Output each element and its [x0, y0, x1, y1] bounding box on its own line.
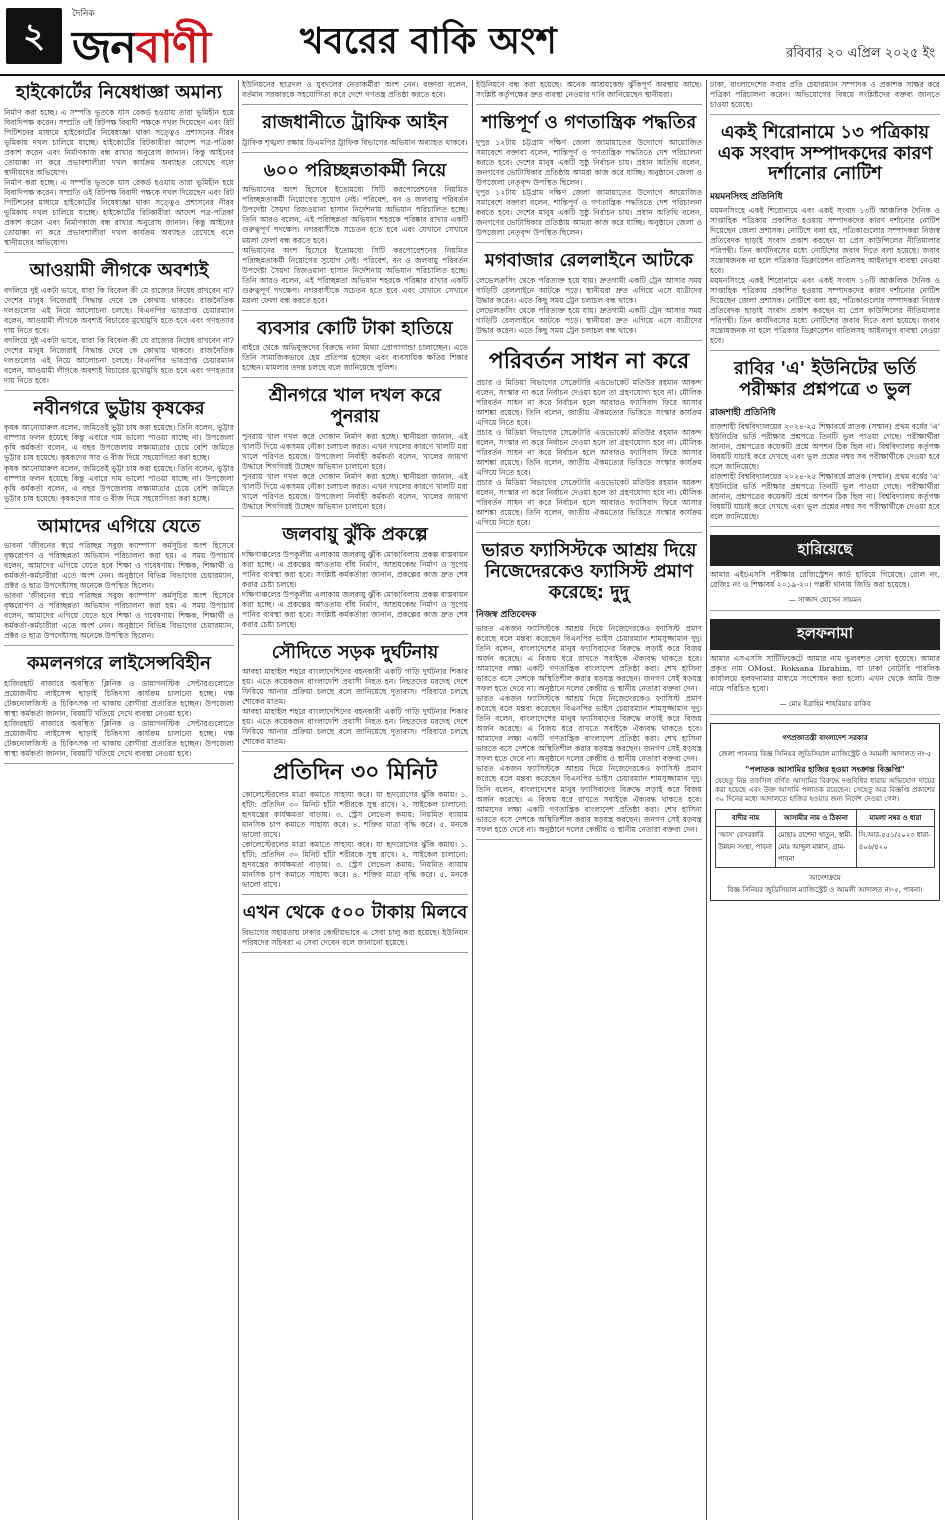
article-body: প্রচার ও মিডিয়া বিভাগের সেক্রেটারি এডভোকেট মতিউর রহমান আকন্দ বলেন, সংস্কার না করে নির্বাচন দেওয়া হলে তা গ্রহণযোগ্য হবে না। মৌলিক পরিবর্তন সাধন না করে নির্বাচন হলে আবারও ফ্যাসিবাদ ফিরে আসার আশঙ্কা রয়েছে। তিনি বলেন, জাতীয় ঐকমত্যের ভিত্তিতে সংস্কার কার্যক্রম এগিয়ে নিতে হবে। [476, 377, 702, 428]
article-headline: জলবায়ু ঝুঁকি প্রকল্পে [282, 523, 428, 545]
article [476, 541, 702, 839]
article-body: আবহা মাহাইল শহরে বাংলাদেশিদের বহনকারী একটি গাড়ি দুর্ঘটনার শিকার হয়। এতে কয়েকজন বাংলাদেশি প্রবাসী নিহত হন। নিহতদের মরদেহ দেশে ফিরিয়ে আনার প্রক্রিয়া চলছে বলে জানিয়েছে দূতাবাস। পরিবারে চলছে শোকের মাতম। [242, 667, 468, 707]
article [242, 113, 468, 153]
article [242, 319, 468, 379]
article-body: কৃষক আনোয়ারুল বলেন, জমিতেই ভুট্টা চাষ করা হয়েছে। তিনি বলেন, ভুট্টার বাম্পার ফলন হয়েছে কিন্তু এবারে দাম ভালো পাওয়া যাচ্ছে না। উপজেলা কৃষি কর্মকর্তা বলেন, এ বছর উপজেলায় লক্ষ্যমাত্রার চেয়ে বেশি জমিতে ভুট্টার চাষ হয়েছে। কৃষকদের সার ও বীজ দিয়ে সহযোগিতা করা হচ্ছে। [4, 423, 234, 463]
table-header: আসামীর নাম ও ঠিকানা [776, 809, 857, 826]
article-body: ভারত একজন ফ্যাসিস্টকে আশ্রয় দিয়ে নিজেদেরকেও ফ্যাসিস্ট প্রমাণ করেছে বলে মন্তব্য করেছেন বিএনপির ভাইস চেয়ারম্যান শামসুজ্জামান দুদু। তিনি বলেন, বাংলাদেশের মানুষ ফ্যাসিবাদের বিরুদ্ধে লড়াই করে বিজয় অর্জন করেছে। এ বিজয় ধরে রাখতে সবাইকে ঐক্যবদ্ধ থাকতে হবে। আমাদের লক্ষ্য একটি গণতান্ত্রিক বাংলাদেশ প্রতিষ্ঠা করা। শেখ হাসিনা ভারতে বসে দেশকে অস্থিতিশীল করার ষড়যন্ত্র করছেন। জনগণ সেই ষড়যন্ত্র সফল হতে দেবে না। অনুষ্ঠানে দলের কেন্দ্রীয় ও স্থানীয় নেতারা বক্তব্য দেন। [476, 694, 702, 764]
article [242, 760, 468, 894]
column-4 [710, 80, 940, 1520]
article-headline: ভারত ফ্যাসিস্টকে আশ্রয় দিয়ে নিজেদেরকেও ফ্যাসিস্ট প্রমাণ করেছে: দুদু [481, 540, 697, 603]
classified-lost [710, 535, 940, 611]
article-headline: প্রতিদিন ৩০ মিনিট [272, 760, 438, 786]
affidavit-signature: — মোঃ ইব্রাহিম শাহরিয়ার রাকিব [779, 699, 871, 708]
article-body: ইউনিয়নের ছাত্রদল ও যুবদলের নেতাকর্মীরা অংশ নেন। বক্তারা বলেন, বর্তমান সরকারকে সহযোগিতা করে দেশে গণতন্ত্র প্রতিষ্ঠা করতে হবে। [242, 80, 468, 100]
article [476, 80, 702, 105]
article-body: বদলিয়ে দুই একটা ভাবে, যারা কি বিকেল কী যে রাজ্যের নিষেধ রাখবেন না? দেশের মানুষ নিজেরাই সিদ্ধান্ত দেবে কে কোথায় থাকবে। রাজনৈতিক দলগুলোর এই নিয়ে আলোচনা চলছে। বিএনপির ভারপ্রাপ্ত চেয়ারম্যান বলেন, আওয়ামী লীগকে অবশ্যই বিচারের মুখোমুখি হতে হবে এবং গণহত্যার দায় নিতে হবে। [4, 335, 234, 385]
column-divider [238, 80, 239, 1520]
article-body: ঢাকা, বাংলাদেশের সবার প্রতি চেয়ারম্যান সম্পাদক ও প্রকাশক সাক্ষর করে পত্রিকা পরিচালনা করেন। অভিযোগের বিষয়ে সংশ্লিষ্টদের বক্তব্য জানতে চাওয়া হয়েছে। [710, 80, 940, 110]
affidavit-title: হলফনামা [710, 619, 940, 650]
column-3 [476, 80, 702, 1520]
article-body: কৃষক আনোয়ারুল বলেন, জমিতেই ভুট্টা চাষ করা হয়েছে। তিনি বলেন, ভুট্টার বাম্পার ফলন হয়েছে কিন্তু এবারে দাম ভালো পাওয়া যাচ্ছে না। উপজেলা কৃষি কর্মকর্তা বলেন, এ বছর উপজেলায় লক্ষ্যমাত্রার চেয়ে বেশি জমিতে ভুট্টার চাষ হয়েছে। কৃষকদের সার ও বীজ দিয়ে সহযোগিতা করা হচ্ছে। [4, 463, 234, 503]
notice-body: যেহেতু নিম্ন তফসিল বর্ণিত আসামির বিরুদ্ধে দণ্ডবিধির ধারায় অভিযোগ দায়ের করা হয়েছে এবং উক্ত আসামি পলাতক রয়েছেন। সেহেতু অত্র বিজ্ঞপ্তি প্রকাশের ৩০ দিনের মধ্যে আদালতে হাজির হওয়ার জন্য নির্দেশ দেওয়া গেল। [715, 776, 935, 804]
table-row [716, 826, 935, 867]
notice-subheading: জেলা পাবনার বিজ্ঞ সিনিয়র জুডিসিয়াল ম্যাজিস্ট্রেট ও আমলী আদালত নং-৫ [718, 749, 932, 758]
table-cell: 'আস' বেসরকারি উন্নয়ন সংস্থা, পাবনা [716, 826, 776, 867]
article-body: দক্ষিণাঞ্চলের উপকূলীয় এলাকায় জলবায়ু ঝুঁকি মোকাবিলায় প্রকল্প বাস্তবায়ন করা হচ্ছে। এ প্রকল্পের আওতায় বাঁধ নির্মাণ, আশ্রয়কেন্দ্র নির্মাণ ও সুপেয় পানির ব্যবস্থা করা হবে। সংশ্লিষ্ট কর্মকর্তারা জানান, প্রকল্পের কাজ দ্রুত শেষ করার চেষ্টা চলছে। [242, 549, 468, 589]
article-headline: একই শিরোনামে ১৩ পত্রিকায় এক সংবাদ সম্পাদকদের কারণ দর্শানোর নোটিশ [717, 122, 933, 185]
article [4, 517, 234, 647]
article-headline: আমাদের এগিয়ে যেতে [37, 515, 201, 537]
article [242, 525, 468, 635]
article-headline: কমলনগরে লাইসেন্সবিহীন [27, 653, 211, 675]
article-body: বাইরে থেকে অভিযুক্তদের বিরুদ্ধে নানা মিথ্যা প্রোপাগান্ডা চালাচ্ছেন। এতে তিনি সামাজিকভাবে হেয় প্রতিপন্ন হচ্ছেন এবং ব্যবসায়িক ক্ষতির শিকার হচ্ছেন। মামলার তদন্ত চলছে বলে জানিয়েছে পুলিশ। [242, 343, 468, 373]
article-body: কোলেস্টেরলের মাত্রা কমাতে সাহায্য করে। যা হৃদরোগের ঝুঁকি কমায়। ১. হাঁটা: প্রতিদিন ৩০ মিনিট হাঁটা শরীরকে সুস্থ রাখে। ২. সাইকেল চালানো: হৃদযন্ত্রের কার্যক্ষমতা বাড়ায়। ৩. স্ট্রেস লেভেল কমায়: নিয়মিত ব্যায়াম মানসিক চাপ কমাতে সাহায্য করে। ৪. শক্তির মাত্রা বৃদ্ধি করে। ৫. মনকে ভালো রাখে। [242, 789, 468, 839]
table-cell: সি.আর-৫৫১/২০২৩ ধারা- ৪০৬/৪২০ [856, 826, 934, 867]
article [710, 123, 940, 351]
article-headline: রাবির 'এ' ইউনিটের ভর্তি পরীক্ষার প্রশ্নপত্রে ৩ ভুল [734, 358, 916, 401]
article-byline: রাজশাহী প্রতিনিধি [710, 407, 776, 418]
page-number: ২ [6, 8, 62, 64]
article-headline: মগবাজার রেললাইনে আটকে [484, 249, 693, 271]
article-body: পুনরায় খাল দখল করে দোকান নির্মাণ করা হচ্ছে। স্থানীয়রা জানান, এই খালটি দিয়ে একসময় নৌকা চলাচল করত। এখন দখলের কারণে খালটি মরা খালে পরিণত হয়েছে। উপজেলা নির্বাহী কর্মকর্তা বলেন, খালের জায়গা উদ্ধারে শিগগিরই উচ্ছেদ অভিযান চালানো হবে। [242, 431, 468, 471]
table-header: বাদীর নাম [716, 809, 776, 826]
article-headline: এখন থেকে ৫০০ টাকায় মিলবে [242, 901, 468, 923]
article-body: বিভাগের সহায়তায় ঢাকার কেন্দ্রীয়ভাবে এ সেবা চালু করা হয়েছে। ইউনিয়ন পরিষদের সচিবরা এ সেবা দেবেন বলে জানানো হয়েছে। [242, 927, 468, 947]
article [4, 83, 234, 253]
table-header-row [716, 809, 935, 826]
logo-small-text: দৈনিক [72, 9, 95, 19]
column-1 [4, 80, 234, 1520]
article-body: ইউনিয়নে বন্ধ করা হয়েছে। অনেক আশ্রয়কেন্দ্র ঝুঁকিপূর্ণ অবস্থায় আছে। সংশ্লিষ্ট কর্তৃপক্ষের দ্রুত ব্যবস্থা নেওয়ার দাবি জানিয়েছেন স্থানীয়রা। [476, 80, 702, 100]
article [242, 80, 468, 105]
notice-heading: গণপ্রজাতন্ত্রী বাংলাদেশ সরকার [782, 732, 868, 742]
table-header: মামলা নম্বর ও ধারা [856, 809, 934, 826]
article-body: নির্মাণ করা হচ্ছে। এ সম্পত্তি ভূতকে যাস রেকর্ড হওয়ায় তারা ভূমিহীন হয়ে বিবাদিপক্ষ করেন। সম্প্রতি ওই রিটপক্ষ বিবাদী পক্ষকে দখল দিয়েছেন এবং রিট পিটিশনের মাধ্যমে হাইকোর্টের নিষেধাজ্ঞা থাকা সত্ত্বেও প্রশাসনের নীরব ভূমিকায় দখল চালিয়ে যাচ্ছে। হাইকোর্টের রিটকারীরা আদেশ পত্র-পত্রিকা প্রকাশ করেন এবং নির্মাণকাজ বন্ধ রাখার অনুরোধ জানান। কিন্তু আইনের তোয়াক্কা না করে প্রভাবশালীরা দখল কার্যক্রম অব্যাহত রেখেছে বলে স্থানীয়দের অভিযোগ। [4, 107, 234, 177]
article-headline: ৬০০ পরিচ্ছন্নতাকর্মী নিয়ে [263, 159, 447, 181]
notice-table [715, 809, 935, 868]
article [476, 113, 702, 243]
article-body: দুপুর ১২টায় চট্টগ্রাম দক্ষিণ জেলা জামায়াতের উদ্যোগে আয়োজিত সমাবেশে বক্তারা বলেন, শান্তিপূর্ণ ও গণতান্ত্রিক পদ্ধতিতে দেশ পরিচালনা করতে হবে। দেশের মানুষ একটি সুষ্ঠু নির্বাচন চায়। প্রধান অতিথি বলেন, জনগণের ভোটাধিকার প্রতিষ্ঠায় আমরা কাজ করে যাচ্ছি। অনুষ্ঠানে জেলা ও উপজেলা নেতৃবৃন্দ উপস্থিত ছিলেন। [476, 137, 702, 187]
article-headline: হাইকোর্টের নিষেধাজ্ঞা অমান্য [15, 82, 223, 103]
article-body: ট্রাফিক শৃঙ্খলা রক্ষায় ডিএমপির ট্রাফিক বিভাগের অভিযান অব্যাহত থাকবে। [242, 137, 468, 147]
article-body: লেভেলক্রসিং থেকে পরিত্যক্ত হয়ে যায়। দ্রুতগামী একটি ট্রেন আসার সময় গাড়িটি রেললাইনে আটকে পড়ে। স্থানীয়রা দ্রুত এগিয়ে এসে যাত্রীদের উদ্ধার করেন। এতে কিছু সময় ট্রেন চলাচল বন্ধ থাকে। [476, 275, 702, 305]
article-body: অভিযানের অংশ হিসেবে ইতোমধ্যে সিটি করপোরেশনের নিয়মিত পরিচ্ছন্নতাকর্মী নিয়োগের সুযোগ নেই। পরিবেশ, বন ও জলবায়ু পরিবর্তন উপদেষ্টা সৈয়দা রিজওয়ানা হাসান নির্দেশনায় অভিযান পরিচালিত হচ্ছে। তিনি আরও বলেন, এই পরিচ্ছন্নতা অভিযান শহরকে পরিষ্কার রাখার একটি গুরুত্বপূর্ণ পদক্ষেপ। নগরবাসীকে সচেতন হতে হবে এবং যেখানে সেখানে ময়লা ফেলা বন্ধ করতে হবে। [242, 185, 468, 245]
logo-part-1: জন [72, 22, 136, 73]
article [476, 349, 702, 534]
article-body: কোলেস্টেরলের মাত্রা কমাতে সাহায্য করে। যা হৃদরোগের ঝুঁকি কমায়। ১. হাঁটা: প্রতিদিন ৩০ মিনিট হাঁটা শরীরকে সুস্থ রাখে। ২. সাইকেল চালানো: হৃদযন্ত্রের কার্যক্ষমতা বাড়ায়। ৩. স্ট্রেস লেভেল কমায়: নিয়মিত ব্যায়াম মানসিক চাপ কমাতে সাহায্য করে। ৪. শক্তির মাত্রা বৃদ্ধি করে। ৫. মনকে ভালো রাখে। [242, 839, 468, 889]
article-body: ময়মনসিংহে একই শিরোনামে এবং একই সংবাদ ১৩টি আঞ্চলিক দৈনিক ও সাপ্তাহিক পত্রিকায় প্রকাশিত হওয়ায় সম্পাদকদের কারণ দর্শানোর নোটিশ দিয়েছেন জেলা প্রশাসক। নোটিশে বলা হয়, পত্রিকাগুলোর সম্পাদকরা নিজস্ব প্রতিবেদক ছাড়াই সংবাদ প্রকাশ করছেন যা প্রেস কাউন্সিলের নীতিমালার পরিপন্থী। তিন কার্যদিবসের মধ্যে নোটিশের জবাব দিতে বলা হয়েছে। জবাব সন্তোষজনক না হলে পত্রিকার ডিক্লারেশন বাতিলসহ আইনানুগ ব্যবস্থা নেওয়া হবে। [710, 206, 940, 276]
article-headline: আওয়ামী লীগকে অবশ্যই [29, 259, 209, 281]
article-headline: নবীনগরে ভুট্টায় কৃষকের [33, 397, 205, 419]
lost-title: হারিয়েছে [710, 535, 940, 566]
article [242, 643, 468, 753]
affidavit-body: আমার এসএসসি সার্টিফিকেটে আমার নাম ভুলবশত লেখা হয়েছে। আমার প্রকৃত নাম OMost. Roksana Ibrahim, যা ঢাকা নোটারি পাবলিক কার্যালয়ে হলফনামার মাধ্যমে সংশোধন করা হলো। এখন থেকে আমি উক্ত নামে পরিচিত হবো। [710, 653, 940, 693]
article-body: ময়মনসিংহে একই শিরোনামে এবং একই সংবাদ ১৩টি আঞ্চলিক দৈনিক ও সাপ্তাহিক পত্রিকায় প্রকাশিত হওয়ায় সম্পাদকদের কারণ দর্শানোর নোটিশ দিয়েছেন জেলা প্রশাসক। নোটিশে বলা হয়, পত্রিকাগুলোর সম্পাদকরা নিজস্ব প্রতিবেদক ছাড়াই সংবাদ প্রকাশ করছেন যা প্রেস কাউন্সিলের নীতিমালার পরিপন্থী। তিন কার্যদিবসের মধ্যে নোটিশের জবাব দিতে বলা হয়েছে। জবাব সন্তোষজনক না হলে পত্রিকার ডিক্লারেশন বাতিলসহ আইনানুগ ব্যবস্থা নেওয়া হবে। [710, 276, 940, 346]
article [476, 251, 702, 341]
lost-body: আমার এইচএসসি পরীক্ষার রেজিস্ট্রেশন কার্ড হারিয়ে গিয়েছে। রোল নং, রেজিঃ নং ও শিক্ষাবর্ষ ২০১৯-২০। পল্লবী থানায় জিডি করা হয়েছে। [710, 569, 940, 589]
article-body: আবহা মাহাইল শহরে বাংলাদেশিদের বহনকারী একটি গাড়ি দুর্ঘটনার শিকার হয়। এতে কয়েকজন বাংলাদেশি প্রবাসী নিহত হন। নিহতদের মরদেহ দেশে ফিরিয়ে আনার প্রক্রিয়া চলছে বলে জানিয়েছে দূতাবাস। পরিবারে চলছে শোকের মাতম। [242, 707, 468, 747]
article-body: ভারত একজন ফ্যাসিস্টকে আশ্রয় দিয়ে নিজেদেরকেও ফ্যাসিস্ট প্রমাণ করেছে বলে মন্তব্য করেছেন বিএনপির ভাইস চেয়ারম্যান শামসুজ্জামান দুদু। তিনি বলেন, বাংলাদেশের মানুষ ফ্যাসিবাদের বিরুদ্ধে লড়াই করে বিজয় অর্জন করেছে। এ বিজয় ধরে রাখতে সবাইকে ঐক্যবদ্ধ থাকতে হবে। আমাদের লক্ষ্য একটি গণতান্ত্রিক বাংলাদেশ প্রতিষ্ঠা করা। শেখ হাসিনা ভারতে বসে দেশকে অস্থিতিশীল করার ষড়যন্ত্র করছেন। জনগণ সেই ষড়যন্ত্র সফল হতে দেবে না। অনুষ্ঠানে দলের কেন্দ্রীয় ও স্থানীয় নেতারা বক্তব্য দেন। [476, 624, 702, 694]
article-headline: রাজধানীতে ট্রাফিক আইন [262, 112, 448, 134]
article [4, 399, 234, 509]
section-title: খবরের বাকি অংশ [300, 21, 557, 62]
notice-footer: আদেশক্রমে বিজ্ঞ সিনিয়র জুডিসিয়াল ম্যাজিস্ট্রেট ও আমলী আদালত নং-৫, পাবনা। [727, 873, 923, 894]
article-body: লেভেলক্রসিং থেকে পরিত্যক্ত হয়ে যায়। দ্রুতগামী একটি ট্রেন আসার সময় গাড়িটি রেললাইনে আটকে পড়ে। স্থানীয়রা দ্রুত এগিয়ে এসে যাত্রীদের উদ্ধার করেন। এতে কিছু সময় ট্রেন চলাচল বন্ধ থাকে। [476, 305, 702, 335]
article [710, 80, 940, 115]
article-headline: ব্যবসার কোটি টাকা হাতিয়ে [257, 317, 453, 339]
article-headline: সৌদিতে সড়ক দুর্ঘটনায় [271, 641, 439, 663]
masthead [0, 0, 945, 76]
article-body: হাজিরহাট বাজারে অবস্থিত ক্লিনিক ও ডায়াগনস্টিক সেন্টারগুলোতে প্রয়োজনীয় লাইসেন্স ছাড়াই চিকিৎসা কার্যক্রম চালানো হচ্ছে। দক্ষ টেকনোলজিস্ট ও চিকিৎসক না থাকায় রোগীরা প্রতারিত হচ্ছেন। উপজেলা স্বাস্থ্য কর্মকর্তা জানান, বিষয়টি খতিয়ে দেখে ব্যবস্থা নেওয়া হবে। [4, 719, 234, 759]
article-body: রাজশাহী বিশ্ববিদ্যালয়ের ২০২৪-২৫ শিক্ষাবর্ষে স্নাতক (সম্মান) প্রথম বর্ষের 'এ' ইউনিটের ভর্তি পরীক্ষার প্রশ্নপত্রে তিনটি ভুল পাওয়া গেছে। পরীক্ষার্থীরা জানান, প্রশ্নপত্রের কয়েকটি প্রশ্নে অপশন ঠিক ছিল না। বিশ্ববিদ্যালয় কর্তৃপক্ষ বিষয়টি যাচাই করে দেখছে এবং ভুল প্রশ্নের নম্বর সব পরীক্ষার্থীকে দেওয়া হবে বলে জানিয়েছে। [710, 421, 940, 471]
article [242, 903, 468, 953]
article-body: পুনরায় খাল দখল করে দোকান নির্মাণ করা হচ্ছে। স্থানীয়রা জানান, এই খালটি দিয়ে একসময় নৌকা চলাচল করত। এখন দখলের কারণে খালটি মরা খালে পরিণত হয়েছে। উপজেলা নির্বাহী কর্মকর্তা বলেন, খালের জায়গা উদ্ধারে শিগগিরই উচ্ছেদ অভিযান চালানো হবে। [242, 471, 468, 511]
article [4, 654, 234, 764]
article [242, 161, 468, 311]
article-body: ভারত একজন ফ্যাসিস্টকে আশ্রয় দিয়ে নিজেদেরকেও ফ্যাসিস্ট প্রমাণ করেছে বলে মন্তব্য করেছেন বিএনপির ভাইস চেয়ারম্যান শামসুজ্জামান দুদু। তিনি বলেন, বাংলাদেশের মানুষ ফ্যাসিবাদের বিরুদ্ধে লড়াই করে বিজয় অর্জন করেছে। এ বিজয় ধরে রাখতে সবাইকে ঐক্যবদ্ধ থাকতে হবে। আমাদের লক্ষ্য একটি গণতান্ত্রিক বাংলাদেশ প্রতিষ্ঠা করা। শেখ হাসিনা ভারতে বসে দেশকে অস্থিতিশীল করার ষড়যন্ত্র করছেন। জনগণ সেই ষড়যন্ত্র সফল হতে দেবে না। অনুষ্ঠানে দলের কেন্দ্রীয় ও স্থানীয় নেতারা বক্তব্য দেন। [476, 764, 702, 834]
article [242, 386, 468, 517]
article-body: রাজশাহী বিশ্ববিদ্যালয়ের ২০২৪-২৫ শিক্ষাবর্ষে স্নাতক (সম্মান) প্রথম বর্ষের 'এ' ইউনিটের ভর্তি পরীক্ষার প্রশ্নপত্রে তিনটি ভুল পাওয়া গেছে। পরীক্ষার্থীরা জানান, প্রশ্নপত্রের কয়েকটি প্রশ্নে অপশন ঠিক ছিল না। বিশ্ববিদ্যালয় কর্তৃপক্ষ বিষয়টি যাচাই করে দেখছে এবং ভুল প্রশ্নের নম্বর সব পরীক্ষার্থীকে দেওয়া হবে বলে জানিয়েছে। [710, 471, 940, 521]
lost-signature: — সাজ্জাদ হোসেন সায়মন [788, 595, 862, 604]
article-body: বদলিয়ে দুই একটা ভাবে, যারা কি বিকেল কী যে রাজ্যের নিষেধ রাখবেন না? দেশের মানুষ নিজেরাই সিদ্ধান্ত দেবে কে কোথায় থাকবে। রাজনৈতিক দলগুলোর এই নিয়ে আলোচনা চলছে। বিএনপির ভারপ্রাপ্ত চেয়ারম্যান বলেন, আওয়ামী লীগকে অবশ্যই বিচারের মুখোমুখি হতে হবে এবং গণহত্যার দায় নিতে হবে। [4, 285, 234, 335]
article-body: অভিযানের অংশ হিসেবে ইতোমধ্যে সিটি করপোরেশনের নিয়মিত পরিচ্ছন্নতাকর্মী নিয়োগের সুযোগ নেই। পরিবেশ, বন ও জলবায়ু পরিবর্তন উপদেষ্টা সৈয়দা রিজওয়ানা হাসান নির্দেশনায় অভিযান পরিচালিত হচ্ছে। তিনি আরও বলেন, এই পরিচ্ছন্নতা অভিযান শহরকে পরিষ্কার রাখার একটি গুরুত্বপূর্ণ পদক্ষেপ। নগরবাসীকে সচেতন হতে হবে এবং যেখানে সেখানে ময়লা ফেলা বন্ধ করতে হবে। [242, 245, 468, 305]
issue-date: রবিবার ২০ এপ্রিল ২০২৫ ইং [786, 46, 935, 61]
table-cell: মোছাঃ রাশেদা খাতুন, স্বামী- মোঃ আব্দুল মান্নান, গ্রাম- পাবনা [776, 826, 857, 867]
newspaper-logo [72, 6, 272, 73]
article-body: ভাবনা 'জীবনের স্বপ্নে পরিচ্ছন্ন সবুজ ক্যাম্পাস' কর্মসূচির অংশ হিসেবে বৃক্ষরোপণ ও পরিচ্ছন্নতা অভিযান পরিচালনা করা হয়। এ সময় উপাচার্য বলেন, আমাদের এগিয়ে যেতে হবে শিক্ষা ও গবেষণায়। শিক্ষক, শিক্ষার্থী ও কর্মকর্তা-কর্মচারীরা এতে অংশ নেন। অনুষ্ঠানে বিভিন্ন বিভাগের চেয়ারম্যান, প্রক্টর ও ছাত্র উপদেষ্টাসহ অনেকে উপস্থিত ছিলেন। [4, 591, 234, 641]
classified-affidavit [710, 619, 940, 715]
article-body: দক্ষিণাঞ্চলের উপকূলীয় এলাকায় জলবায়ু ঝুঁকি মোকাবিলায় প্রকল্প বাস্তবায়ন করা হচ্ছে। এ প্রকল্পের আওতায় বাঁধ নির্মাণ, আশ্রয়কেন্দ্র নির্মাণ ও সুপেয় পানির ব্যবস্থা করা হবে। সংশ্লিষ্ট কর্মকর্তারা জানান, প্রকল্পের কাজ দ্রুত শেষ করার চেষ্টা চলছে। [242, 589, 468, 629]
article-headline: শ্রীনগরে খাল দখল করে পুনরায় [268, 385, 442, 428]
article-body: প্রচার ও মিডিয়া বিভাগের সেক্রেটারি এডভোকেট মতিউর রহমান আকন্দ বলেন, সংস্কার না করে নির্বাচন দেওয়া হলে তা গ্রহণযোগ্য হবে না। মৌলিক পরিবর্তন সাধন না করে নির্বাচন হলে আবারও ফ্যাসিবাদ ফিরে আসার আশঙ্কা রয়েছে। তিনি বলেন, জাতীয় ঐকমত্যের ভিত্তিতে সংস্কার কার্যক্রম এগিয়ে নিতে হবে। [476, 478, 702, 528]
column-divider [472, 80, 473, 1520]
court-notice [710, 723, 940, 901]
article [4, 261, 234, 391]
article-byline: ময়মনসিংহ প্রতিনিধি [710, 192, 783, 203]
article [710, 359, 940, 527]
article-headline: শান্তিপূর্ণ ও গণতান্ত্রিক পদ্ধতির [481, 112, 697, 134]
article-body: হাজিরহাট বাজারে অবস্থিত ক্লিনিক ও ডায়াগনস্টিক সেন্টারগুলোতে প্রয়োজনীয় লাইসেন্স ছাড়াই চিকিৎসা কার্যক্রম চালানো হচ্ছে। দক্ষ টেকনোলজিস্ট ও চিকিৎসক না থাকায় রোগীরা প্রতারিত হচ্ছেন। উপজেলা স্বাস্থ্য কর্মকর্তা জানান, বিষয়টি খতিয়ে দেখে ব্যবস্থা নেওয়া হবে। [4, 679, 234, 719]
article-body: নির্মাণ করা হচ্ছে। এ সম্পত্তি ভূতকে যাস রেকর্ড হওয়ায় তারা ভূমিহীন হয়ে বিবাদিপক্ষ করেন। সম্প্রতি ওই রিটপক্ষ বিবাদী পক্ষকে দখল দিয়েছেন এবং রিট পিটিশনের মাধ্যমে হাইকোর্টের নিষেধাজ্ঞা থাকা সত্ত্বেও প্রশাসনের নীরব ভূমিকায় দখল চালিয়ে যাচ্ছে। হাইকোর্টের রিটকারীরা আদেশ পত্র-পত্রিকা প্রকাশ করেন এবং নির্মাণকাজ বন্ধ রাখার অনুরোধ জানান। কিন্তু আইনের তোয়াক্কা না করে প্রভাবশালীরা দখল কার্যক্রম অব্যাহত রেখেছে বলে স্থানীয়দের অভিযোগ। [4, 177, 234, 247]
column-divider [706, 80, 707, 1520]
logo-wordmark [72, 14, 210, 87]
column-2 [242, 80, 468, 1520]
logo-part-2: বাণী [135, 22, 211, 73]
article-headline: পরিবর্তন সাধন না করে [488, 348, 690, 374]
article-body: দুপুর ১২টায় চট্টগ্রাম দক্ষিণ জেলা জামায়াতের উদ্যোগে আয়োজিত সমাবেশে বক্তারা বলেন, শান্তিপূর্ণ ও গণতান্ত্রিক পদ্ধতিতে দেশ পরিচালনা করতে হবে। দেশের মানুষ একটি সুষ্ঠু নির্বাচন চায়। প্রধান অতিথি বলেন, জনগণের ভোটাধিকার প্রতিষ্ঠায় আমরা কাজ করে যাচ্ছি। অনুষ্ঠানে জেলা ও উপজেলা নেতৃবৃন্দ উপস্থিত ছিলেন। [476, 187, 702, 237]
notice-title: "পলাতক আসামির হাজির হওয়া সংক্রান্ত বিজ্ঞপ্তি" [745, 763, 905, 774]
article-byline: নিজস্ব প্রতিবেদক [476, 610, 537, 621]
article-body: প্রচার ও মিডিয়া বিভাগের সেক্রেটারি এডভোকেট মতিউর রহমান আকন্দ বলেন, সংস্কার না করে নির্বাচন দেওয়া হলে তা গ্রহণযোগ্য হবে না। মৌলিক পরিবর্তন সাধন না করে নির্বাচন হলে আবারও ফ্যাসিবাদ ফিরে আসার আশঙ্কা রয়েছে। তিনি বলেন, জাতীয় ঐকমত্যের ভিত্তিতে সংস্কার কার্যক্রম এগিয়ে নিতে হবে। [476, 428, 702, 478]
article-body: ভাবনা 'জীবনের স্বপ্নে পরিচ্ছন্ন সবুজ ক্যাম্পাস' কর্মসূচির অংশ হিসেবে বৃক্ষরোপণ ও পরিচ্ছন্নতা অভিযান পরিচালনা করা হয়। এ সময় উপাচার্য বলেন, আমাদের এগিয়ে যেতে হবে শিক্ষা ও গবেষণায়। শিক্ষক, শিক্ষার্থী ও কর্মকর্তা-কর্মচারীরা এতে অংশ নেন। অনুষ্ঠানে বিভিন্ন বিভাগের চেয়ারম্যান, প্রক্টর ও ছাত্র উপদেষ্টাসহ অনেকে উপস্থিত ছিলেন। [4, 541, 234, 591]
